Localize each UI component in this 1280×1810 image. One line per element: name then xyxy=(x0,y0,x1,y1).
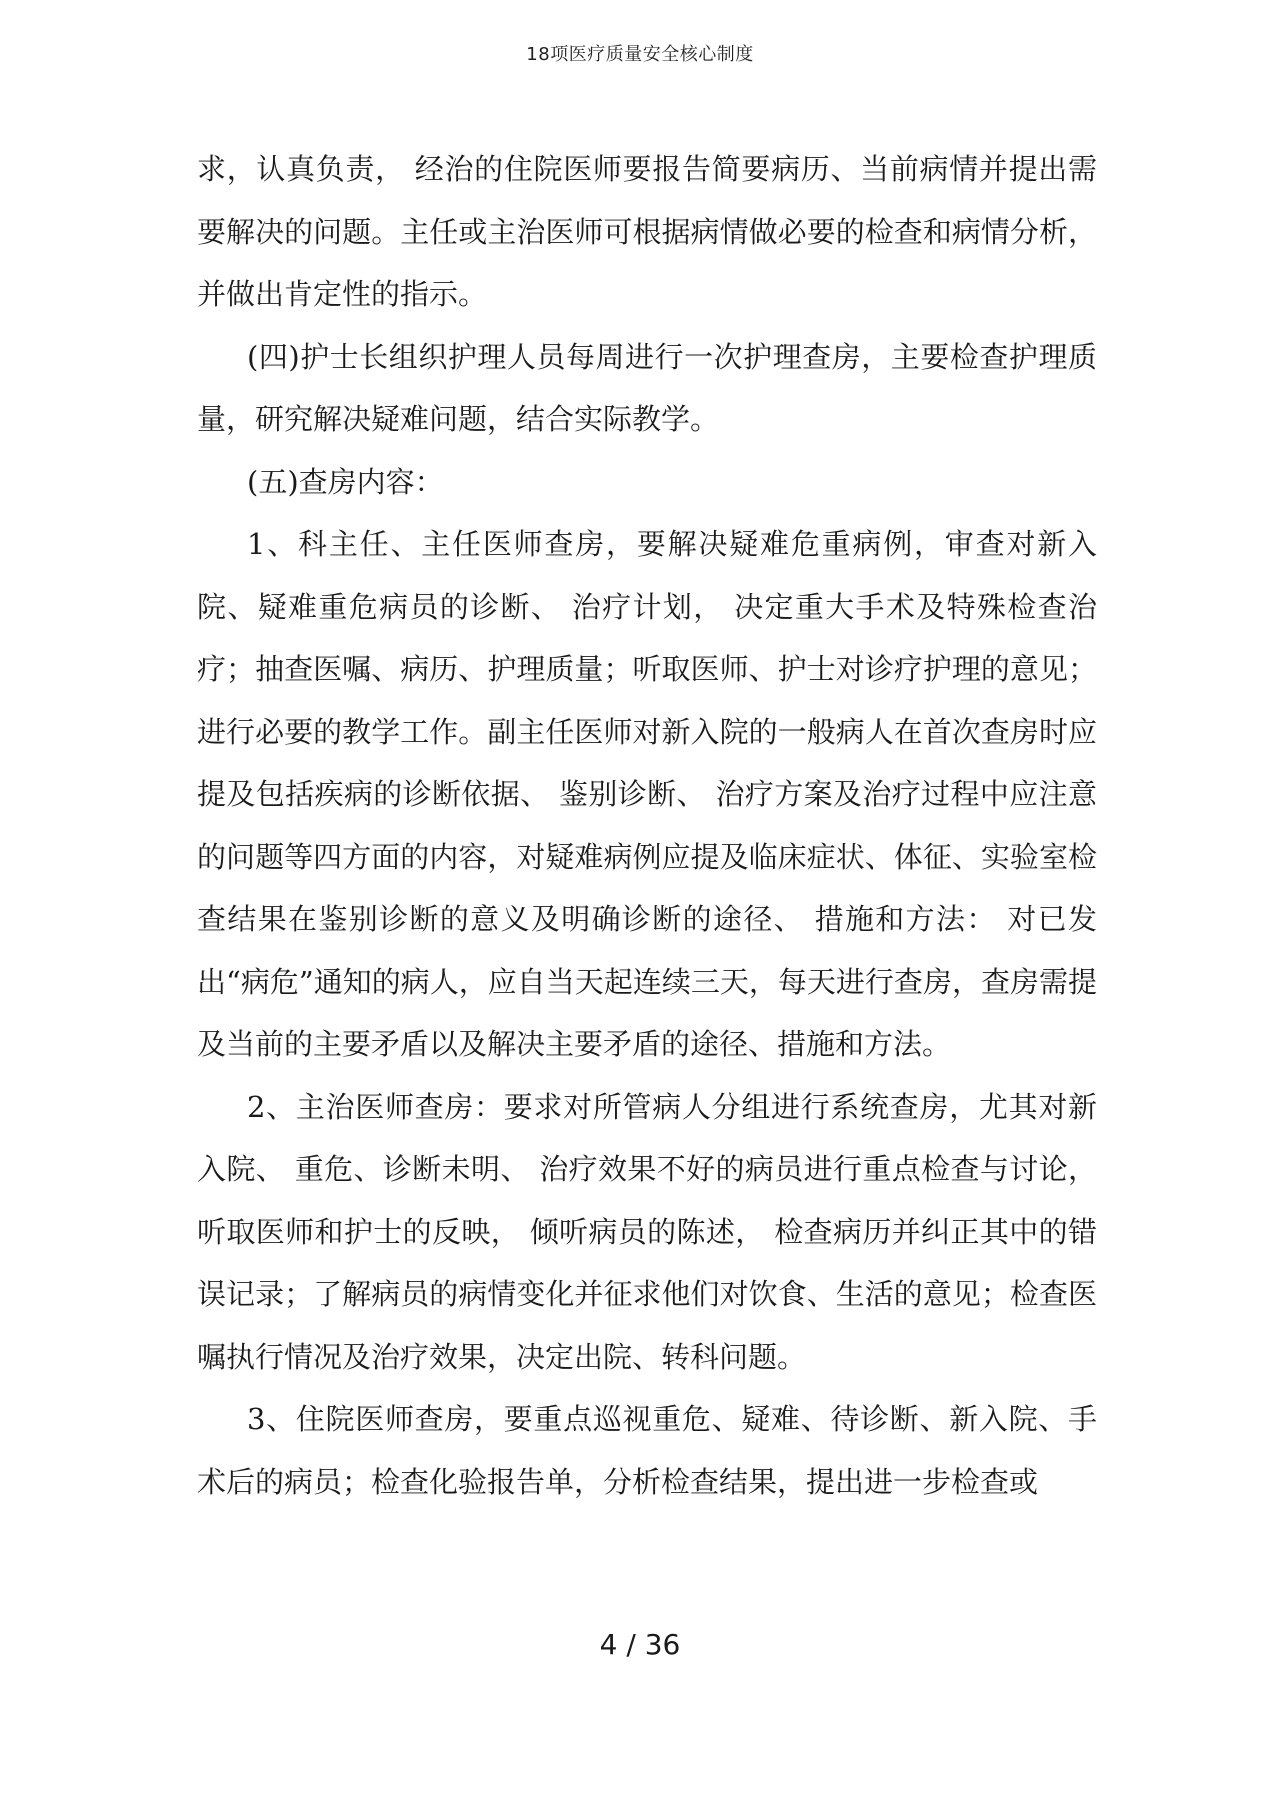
paragraph-item-five: (五)查房内容： xyxy=(247,464,444,499)
paragraph-continuation: 求，认真负责， 经治的住院医师要报告简要病历、当前病情并提出需要解决的问题。主任或主治医师可根据病情做必要的检查和病情分析，并做出肯定性的指示。 xyxy=(197,152,1097,311)
paragraph-subitem-1: 1、科主任、主任医师查房，要解决疑难危重病例，审查对新入院、疑难重危病员的诊断、 治疗计划， 决定重大手术及特殊检查治疗；抽查医嘱、病历、护理质量；听取医师、护士对诊疗护理的意见；进行必要的教学工作。副主任医师对新入院的一般病人在首次查房时应提及包括疾病的诊断依据、 鉴别诊断、 治疗方案及治疗过程中应注意的问题等四方面的内容，对疑难病例应提及临床症状、体征、实验室检查结果在鉴别诊断的意义及明确诊断的途径、 措施和方法： 对已发出“病危”通知的病人，应自当天起连续三天，每天进行查房，查房需提及当前的主要矛盾以及解决主要矛盾的途径、措施和方法。 xyxy=(197,527,1097,1061)
paragraph-item-four: (四)护士长组织护理人员每周进行一次护理查房，主要检查护理质量，研究解决疑难问题，结合实际教学。 xyxy=(197,339,1097,436)
running-header: 18项医疗质量安全核心制度 xyxy=(526,44,754,65)
page-number: 4 / 36 xyxy=(599,1628,681,1661)
paragraph-subitem-2: 2、主治医师查房：要求对所管病人分组进行系统查房，尤其对新入院、 重危、诊断未明、 治疗效果不好的病员进行重点检查与讨论，听取医师和护士的反映， 倾听病员的陈述， 检查病历并纠正其中的错误记录；了解病员的病情变化并征求他们对饮食、生活的意见；检查医嘱执行情况及治疗效果，决定出院、转科问题。 xyxy=(197,1089,1097,1374)
body-text xyxy=(197,138,1097,1513)
paragraph-subitem-3: 3、住院医师查房，要重点巡视重危、疑难、待诊断、新入院、手术后的病员；检查化验报告单，分析检查结果，提出进一步检查或 xyxy=(197,1402,1097,1499)
